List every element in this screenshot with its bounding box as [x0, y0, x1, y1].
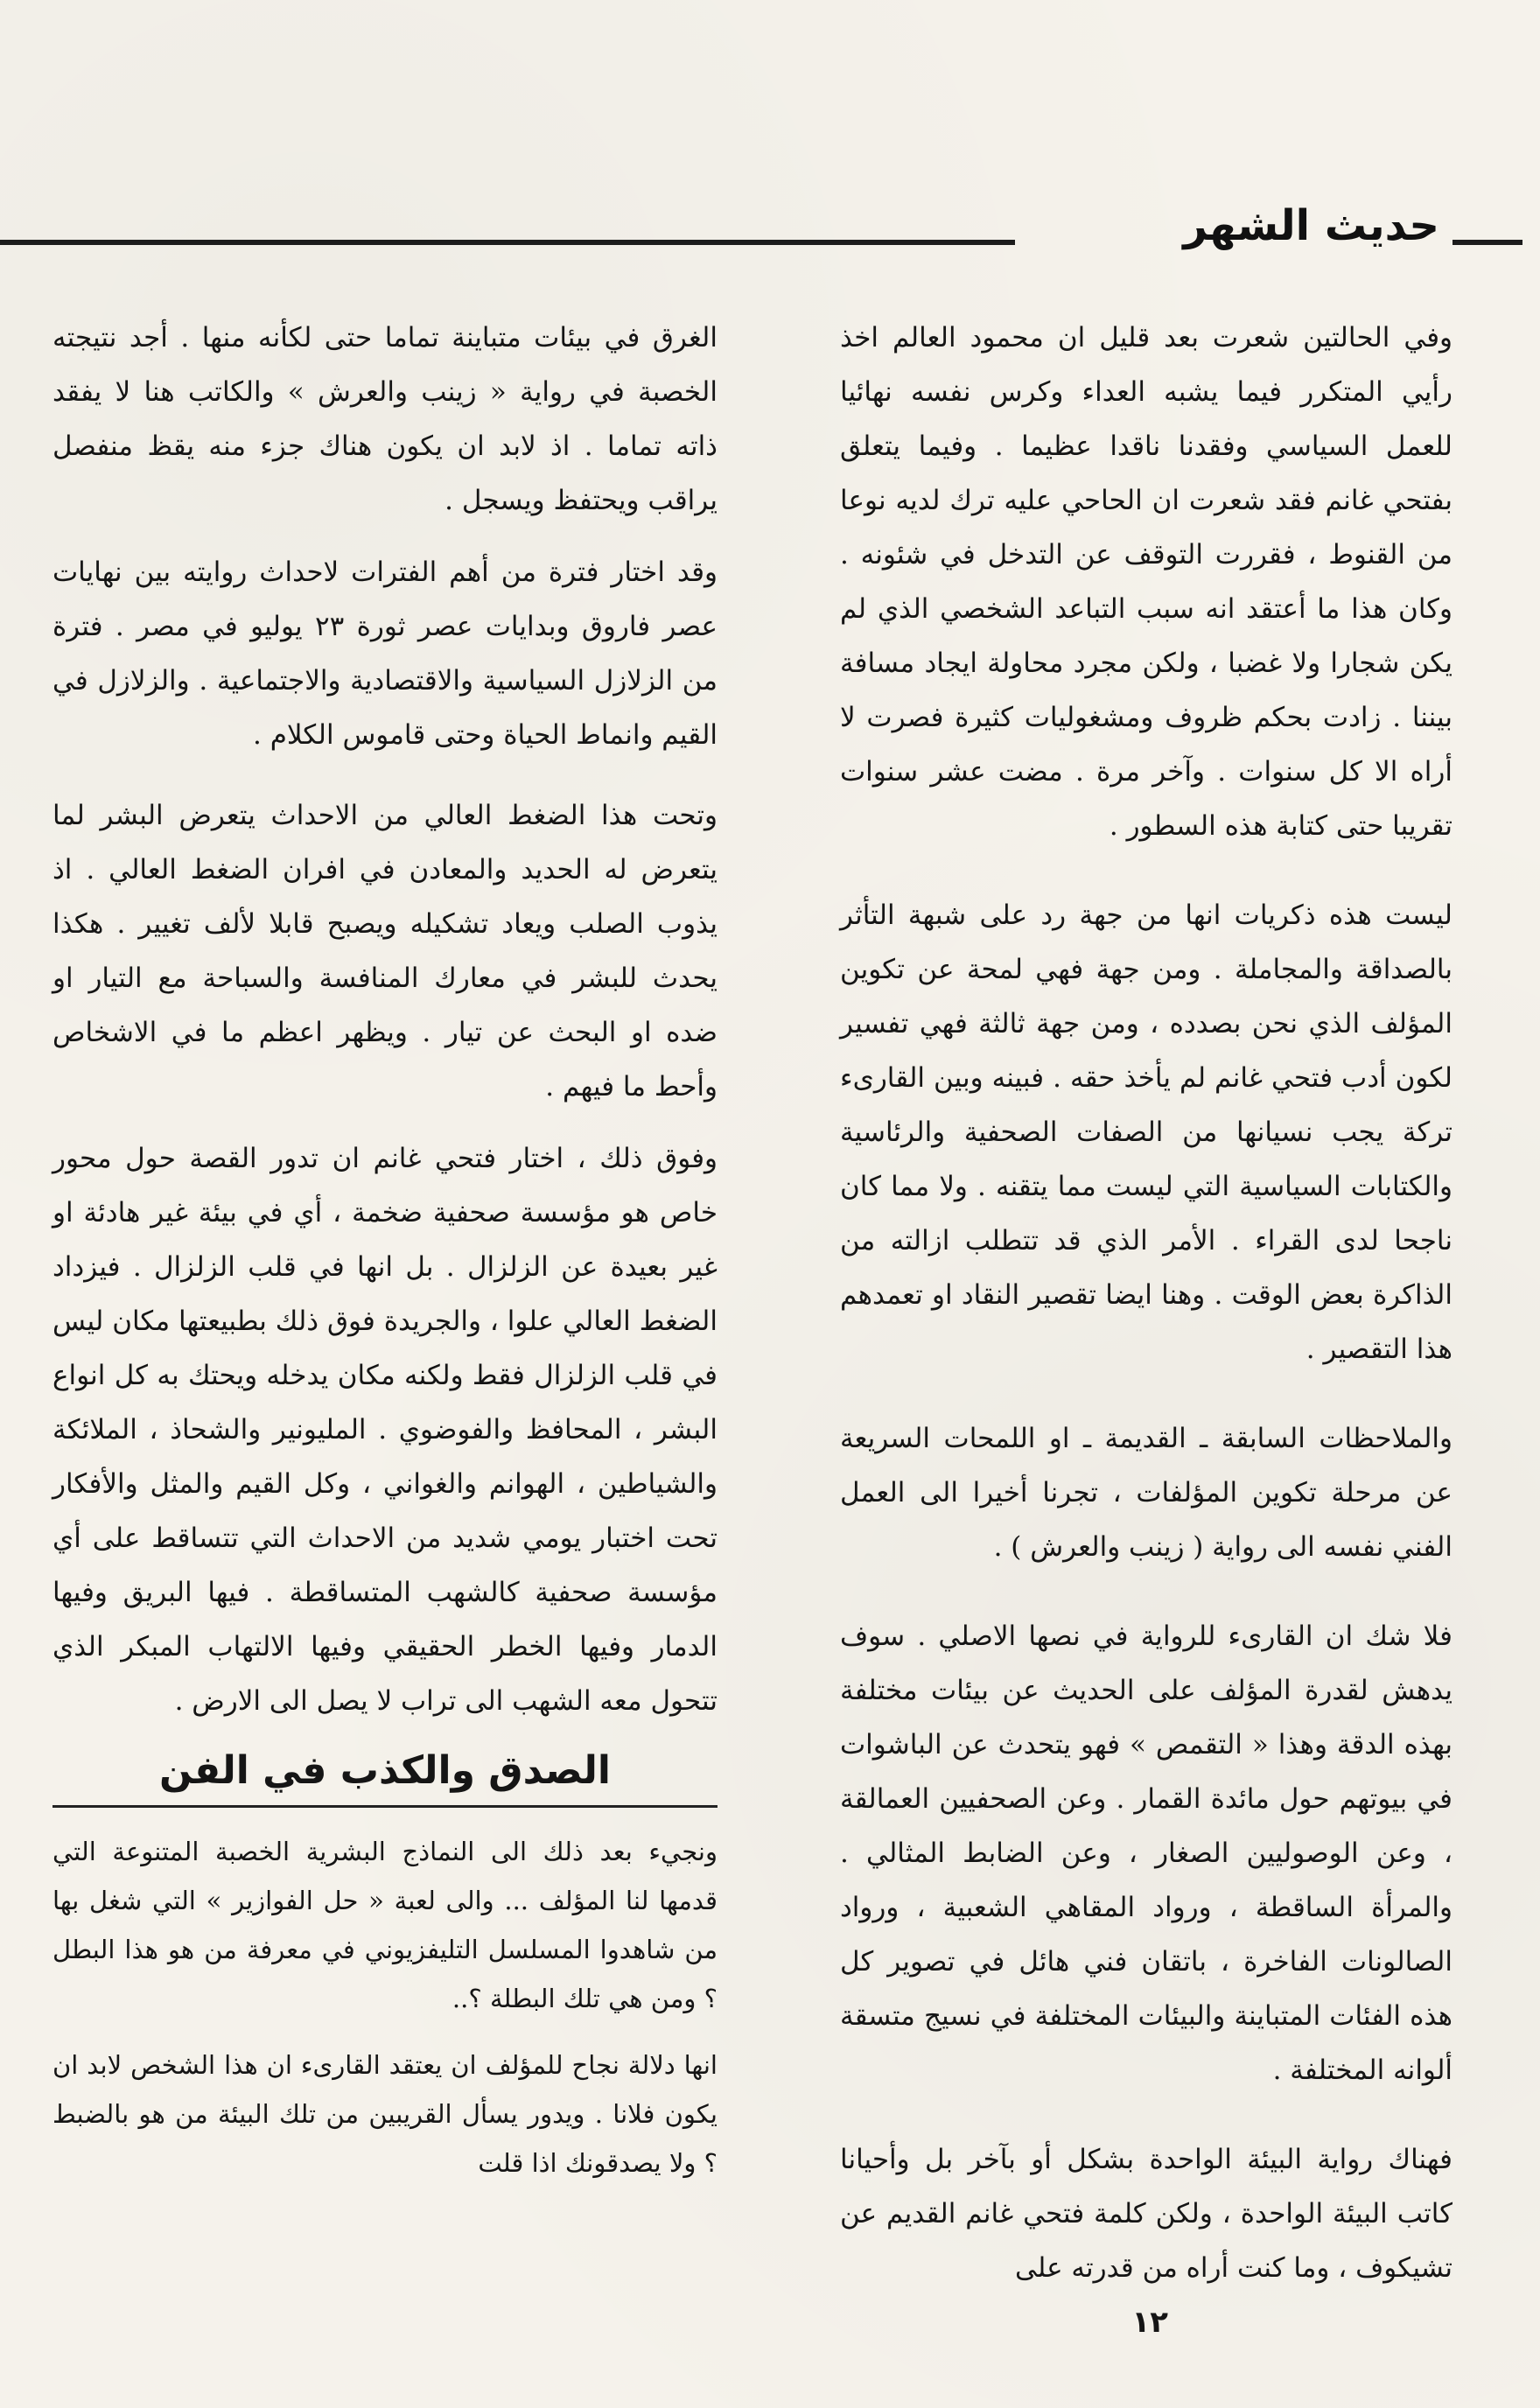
page-number: ١٢ — [1131, 2305, 1168, 2340]
paragraph: ليست هذه ذكريات انها من جهة رد على شبهة التأثر بالصداقة والمجاملة . ومن جهة فهي لمحة عن تكوين المؤلف الذي نحن بصدده ، ومن جهة ثالثة فهي تفسير لكون أدب فتحي غانم لم يأخذ حقه . فبينه وبين القارىء تركة يجب نسيانها من الصفات الصحفية والرئاسية والكتابات السياسية التي ليست مما يتقنه . ولا مما كان ناجحا لدى القراء . الأمر الذي قد تتطلب ازالته من الذاكرة بعض الوقت . وهنا ايضا تقصير النقاد او تعمدهم هذا التقصير . — [840, 900, 1452, 1365]
article-column-right — [840, 311, 1452, 2313]
paragraph: والملاحظات السابقة ـ القديمة ـ او اللمحات السريعة عن مرحلة تكوين المؤلفات ، تجرنا أخيرا الى العمل الفني نفسه الى رواية ( زينب والعرش ) . — [840, 1423, 1452, 1563]
paragraph: الغرق في بيئات متباينة تماما حتى لكأنه منها . أجد نتيجته الخصبة في رواية « زينب والعرش » والكاتب هنا لا يفقد ذاته تماما . اذ لابد ان يكون هناك جزء منه يقظ منفصل يراقب ويحتفظ ويسجل . — [52, 322, 718, 516]
paragraph: وقد اختار فترة من أهم الفترات لاحداث روايته بين نهايات عصر فاروق وبدايات عصر ثورة ٢٣ يوليو في مصر . فترة من الزلازل السياسية والاقتصادية والاجتماعية . والزلازل في القيم وانماط الحياة وحتى قاموس الكلام . — [52, 556, 718, 751]
section-header — [0, 192, 1522, 254]
paragraph: وفوق ذلك ، اختار فتحي غانم ان تدور القصة حول محور خاص هو مؤسسة صحفية ضخمة ، أي في بيئة غير هادئة او غير بعيدة عن الزلزال . بل انها في قلب الزلزال . فيزداد الضغط العالي علوا ، والجريدة فوق ذلك بطبيعتها مكان ليس في قلب الزلزال فقط ولكنه مكان يدخله ويحتك به كل انواع البشر ، المحافظ والفوضوي . المليونير والشحاذ ، الملائكة والشياطين ، الهوانم والغواني ، وكل القيم والمثل والأفكار تحت اختبار يومي شديد من الاحداث التي تتساقط على أي مؤسسة صحفية كالشهب المتساقطة . فيها البريق وفيها الدمار وفيها الخطر الحقيقي وفيها الالتهاب المبكر الذي تتحول معه الشهب الى تراب لا يصل الى الارض . — [52, 1143, 718, 1717]
section-title: حديث الشهر — [1183, 201, 1439, 250]
paragraph: انها دلالة نجاح للمؤلف ان يعتقد القارىء ان هذا الشخص لابد ان يكون فلانا . ويدور يسأل القريبين من تلك البيئة من هو بالضبط ؟ ولا يصدقونك اذا قلت — [52, 2050, 718, 2178]
paragraph: وتحت هذا الضغط العالي من الاحداث يتعرض البشر لما يتعرض له الحديد والمعادن في افران الضغط العالي . اذ يذوب الصلب ويعاد تشكيله ويصبح قابلا لألف تغيير . هكذا يحدث للبشر في معارك المنافسة والسباحة مع التيار او ضده او البحث عن تيار . ويظهر اعظم ما في الاشخاص وأحط ما فيهم . — [52, 800, 718, 1102]
paragraph: فهناك رواية البيئة الواحدة بشكل أو بآخر بل وأحيانا كاتب البيئة الواحدة ، ولكن كلمة فتحي غانم القديم عن تشيكوف ، وما كنت أراه من قدرته على — [840, 2144, 1452, 2284]
paragraph: وفي الحالتين شعرت بعد قليل ان محمود العالم اخذ رأيي المتكرر فيما يشبه العداء وكرس نفسه نهائيا للعمل السياسي وفقدنا ناقدا عظيما . وفيما يتعلق بفتحي غانم فقد شعرت ان الحاحي عليه ترك لديه نوعا من القنوط ، فقررت التوقف عن التدخل في شئونه . وكان هذا ما أعتقد انه سبب التباعد الشخصي الذي لم يكن شجارا ولا غضبا ، ولكن مجرد محاولة ايجاد مسافة بيننا . زادت بحكم ظروف ومشغوليات كثيرة فصرت لا أراه الا كل سنوات . وآخر مرة . مضت عشر سنوات تقريبا حتى كتابة هذه السطور . — [840, 322, 1452, 842]
paragraph: ونجيء بعد ذلك الى النماذج البشرية الخصبة المتنوعة التي قدمها لنا المؤلف ... والى لعبة « حل الفوازير » التي شغل بها من شاهدوا المسلسل التليفزيوني في معرفة من هو هذا البطل ؟ ومن هي تلك البطلة ؟.. — [52, 1837, 718, 2013]
header-rule-left — [0, 240, 1015, 245]
section-subheading: الصدق والكذب في الفن — [52, 1746, 718, 1808]
article-column-left — [52, 311, 718, 2205]
header-rule-right — [1452, 240, 1522, 245]
paragraph: فلا شك ان القارىء للرواية في نصها الاصلي . سوف يدهش لقدرة المؤلف على الحديث عن بيئات مختلفة بهذه الدقة وهذا « التقمص » فهو يتحدث عن الباشوات في بيوتهم حول مائدة القمار . وعن الصحفيين العمالقة ، وعن الوصوليين الصغار ، وعن الضابط المثالي . والمرأة الساقطة ، ورواد المقاهي الشعبية ، ورواد الصالونات الفاخرة ، باتقان فني هائل في تصوير كل هذه الفئات المتباينة والبيئات المختلفة في نسيج متسقة ألوانه المختلفة . — [840, 1620, 1452, 2086]
